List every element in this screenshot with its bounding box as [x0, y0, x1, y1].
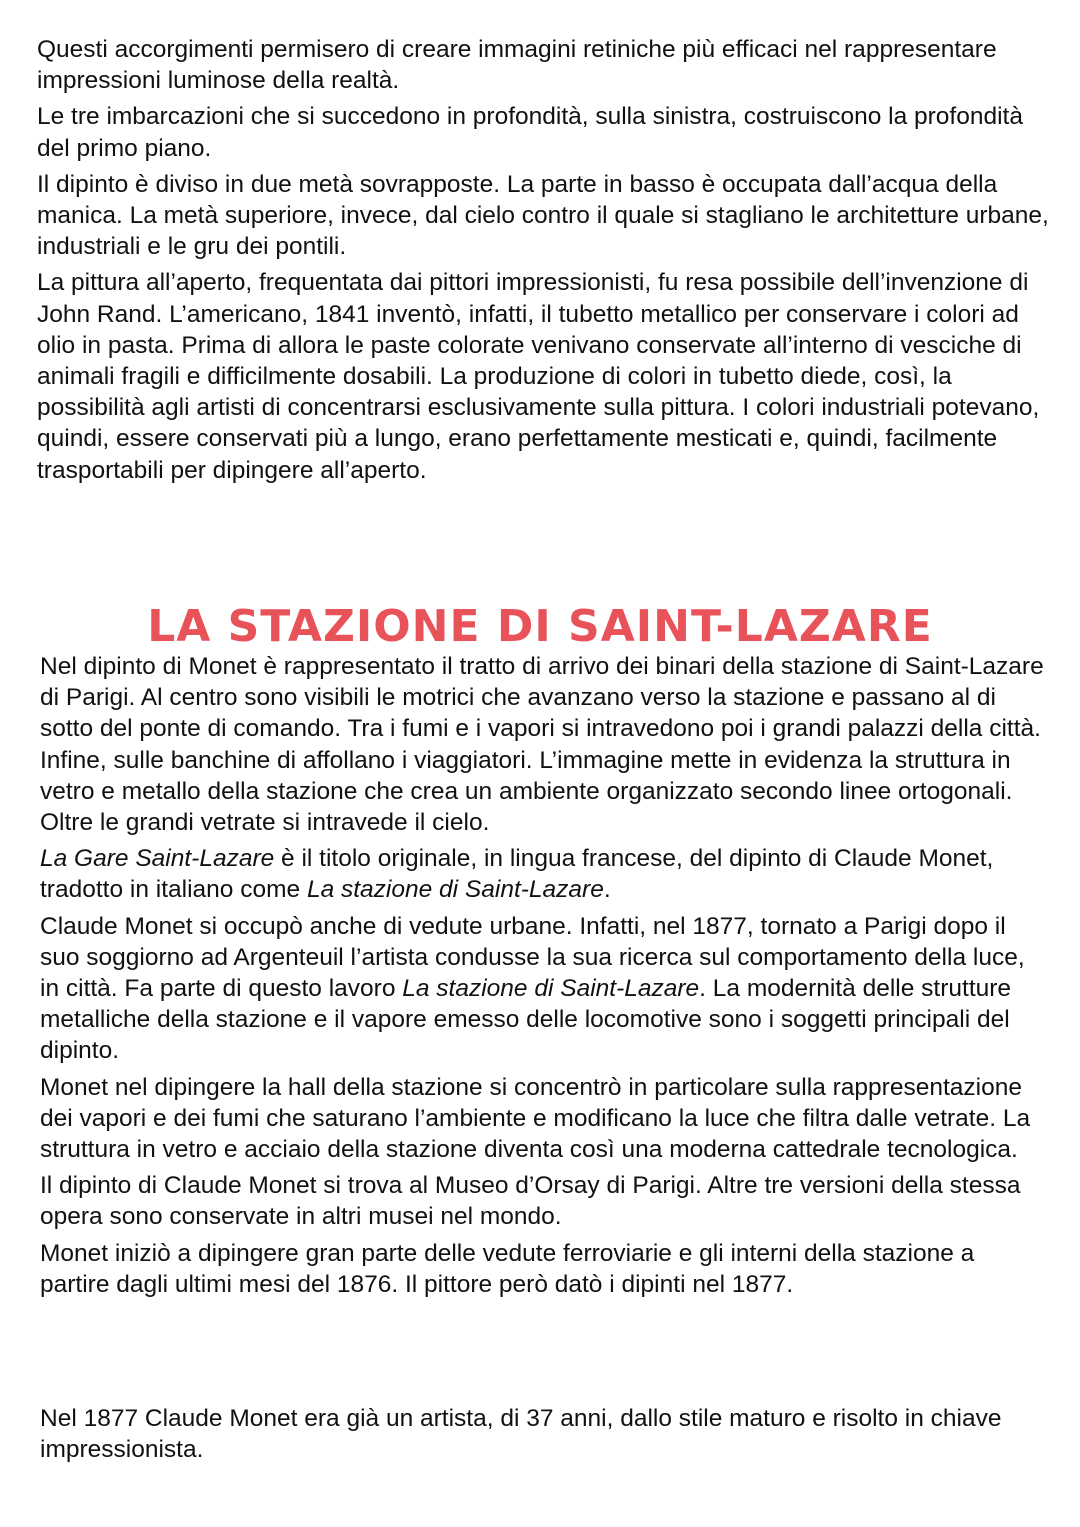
- section-paragraph-5: Il dipinto di Claude Monet si trova al Museo d’Orsay di Parigi. Altre tre versioni della stessa opera sono conservate in altri musei nel mondo.: [40, 1172, 1021, 1231]
- painting-title-french: La Gare Saint-Lazare: [40, 845, 275, 873]
- painting-title-italian: La stazione di Saint-Lazare: [402, 975, 700, 1003]
- section-paragraph-3: [40, 911, 1050, 1067]
- section-paragraph-4: Monet nel dipingere la hall della stazione si concentrò in particolare sulla rappresentazione dei vapori e dei fumi che saturano l’ambiente e modificano la luce che filtra dalle vetrate. La struttura in vetro e acciaio della stazione diventa così una moderna cattedrale tecnologica.: [40, 1073, 1031, 1164]
- section-paragraph-6: Monet iniziò a dipingere gran parte delle vedute ferroviarie e gli interni della stazione a partire dagli ultimi mesi del 1876. Il pittore però datò i dipinti nel 1877.: [40, 1239, 975, 1298]
- section-paragraph-1: Nel dipinto di Monet è rappresentato il tratto di arrivo dei binari della stazione di Saint-Lazare di Parigi. Al centro sono visibili le motrici che avanzano verso la stazione e passano al di sotto del ponte di comando. Tra i fumi e i vapori si intravedono poi i grandi palazzi della città. Infine, sulle banchine di affollano i viaggiatori. L’immagine mette in evidenza la struttura in vetro e metallo della stazione che crea un ambiente organizzato secondo linee ortogonali. Oltre le grandi vetrate si intravede il cielo.: [40, 653, 1044, 837]
- paragraph-text: Claude Monet si occupò anche di vedute urbane. Infatti, nel 1877, tornato a Parigi dopo il suo soggiorno ad Argenteuil l’artista condusse la sua ricerca sul comportamento della luce, in città. Fa parte di questo lavoro: [40, 912, 1025, 1003]
- paragraph-text: .: [603, 876, 611, 904]
- painting-title-italian: La stazione di Saint-Lazare: [306, 876, 604, 904]
- section-paragraph-2: [40, 843, 1050, 905]
- intro-paragraph-1: Questi accorgimenti permisero di creare immagini retiniche più efficaci nel rappresentare impressioni luminose della realtà.: [37, 36, 997, 95]
- section-text-block: [40, 651, 1050, 1305]
- closing-text-block: [40, 1403, 1050, 1470]
- intro-paragraph-4: La pittura all’aperto, frequentata dai pittori impressionisti, fu resa possibile dell’invenzione di John Rand. L’americano, 1841 inventò, infatti, il tubetto metallico per conservare i colori ad olio in pasta. Prima di allora le paste colorate venivano conservate all’interno di vesciche di animali fragili e difficilmente dosabili. La produzione di colori in tubetto diede, così, la possibilità agli artisti di concentrarsi esclusivamente sulla pittura. I colori industriali potevano, quindi, essere conservati più a lungo, erano perfettamente mesticati e, quindi, facilmente trasportabili per dipingere all’aperto.: [37, 269, 1040, 484]
- section-paragraph-7: Nel 1877 Claude Monet era già un artista, di 37 anni, dallo stile maturo e risolto in chiave impressionista.: [40, 1405, 1002, 1464]
- section-title: LA STAZIONE DI SAINT-LAZARE: [147, 601, 933, 653]
- paragraph-text: . La modernità delle strutture metalliche della stazione e il vapore emesso delle locomotive sono i soggetti principali del dipinto.: [40, 975, 1012, 1065]
- intro-text-block: [37, 34, 1050, 491]
- intro-paragraph-2: Le tre imbarcazioni che si succedono in profondità, sulla sinistra, costruiscono la profondità del primo piano.: [37, 103, 1023, 162]
- intro-paragraph-3: Il dipinto è diviso in due metà sovrapposte. La parte in basso è occupata dall’acqua della manica. La metà superiore, invece, dal cielo contro il quale si stagliano le architetture urbane, industriali e le gru dei pontili.: [37, 170, 1049, 261]
- paragraph-text: è il titolo originale, in lingua francese, del dipinto di Claude Monet, tradotto in italiano come: [40, 845, 994, 904]
